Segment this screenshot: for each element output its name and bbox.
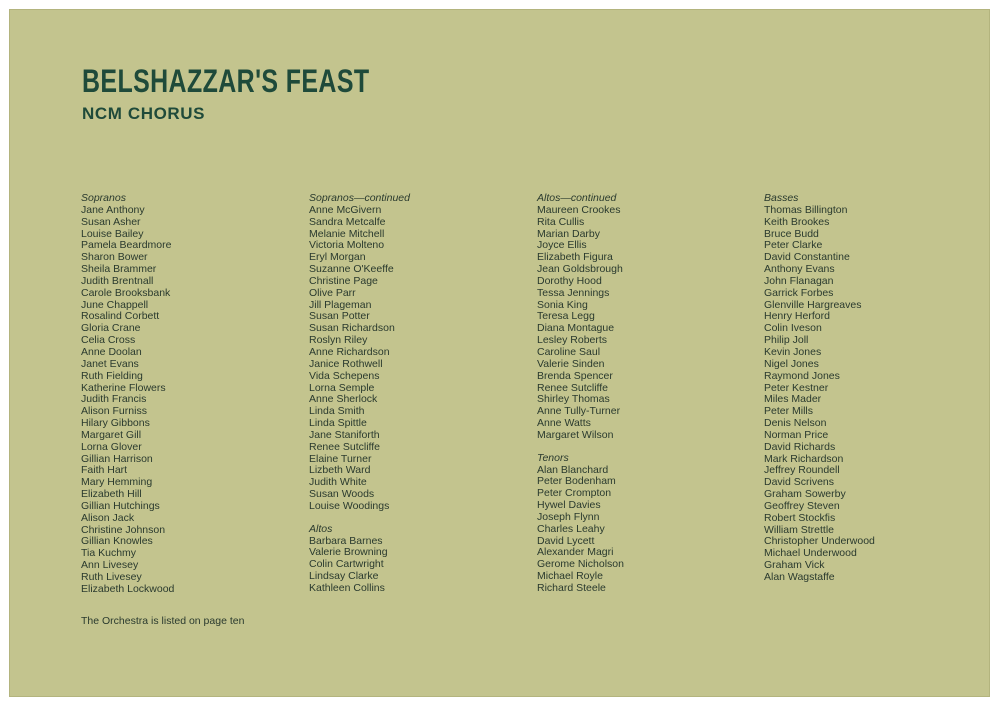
member-name: Henry Herford xyxy=(764,310,830,323)
member-name: Anne McGivern xyxy=(309,203,382,216)
member-name: Charles Leahy xyxy=(537,522,605,535)
member-name: Christopher Underwood xyxy=(764,535,875,548)
member-list xyxy=(309,205,410,513)
member-name: Christine Page xyxy=(309,274,378,287)
member-name: Teresa Legg xyxy=(537,310,595,323)
member-name: June Chappell xyxy=(81,298,149,311)
member-name: Joyce Ellis xyxy=(537,239,587,252)
member-name: Judith Brentnall xyxy=(81,274,154,287)
member-name: David Scrivens xyxy=(764,476,835,489)
member-name: Denis Nelson xyxy=(764,417,827,430)
member-name: Peter Mills xyxy=(764,405,814,418)
member-name: Alan Blanchard xyxy=(537,463,609,476)
member-name: Roslyn Riley xyxy=(309,334,368,347)
member-name: Bruce Budd xyxy=(764,227,819,240)
roster-column-1 xyxy=(81,193,174,596)
member-name: Susan Woods xyxy=(309,488,375,501)
member-name: Sandra Metcalfe xyxy=(309,215,386,228)
member-name: Norman Price xyxy=(764,428,829,441)
member-name: Gillian Harrison xyxy=(81,452,153,465)
member-name: Gerome Nicholson xyxy=(537,558,624,571)
member-name: Anthony Evans xyxy=(764,263,835,276)
member-name: Anne Tully-Turner xyxy=(537,405,621,418)
member-name: Mary Hemming xyxy=(81,476,153,489)
member-name: Philip Joll xyxy=(764,334,809,347)
member-name: Garrick Forbes xyxy=(764,286,834,299)
member-name: Gillian Hutchings xyxy=(81,499,160,512)
programme-page xyxy=(9,9,990,697)
member-name: David Constantine xyxy=(764,251,850,264)
page-subtitle: NCM CHORUS xyxy=(82,104,206,123)
member-name: Kevin Jones xyxy=(764,345,822,358)
member-name: Graham Sowerby xyxy=(764,488,846,501)
member-name: Graham Vick xyxy=(764,559,825,572)
member-name: Anne Sherlock xyxy=(309,393,378,406)
member-name: Valerie Browning xyxy=(309,546,388,559)
member-name: Alan Wagstaffe xyxy=(764,571,835,583)
member-name: Anne Doolan xyxy=(81,345,142,358)
member-name: Renee Sutcliffe xyxy=(309,440,381,453)
member-name: Caroline Saul xyxy=(537,345,601,358)
section-heading: Sopranos—continued xyxy=(309,192,410,204)
member-name: Diana Montague xyxy=(537,322,615,335)
member-name: David Lycett xyxy=(537,534,595,547)
section-heading: Altos xyxy=(309,522,333,535)
member-name: Celia Cross xyxy=(81,334,136,347)
member-name: Keith Brookes xyxy=(764,215,830,228)
member-name: Hywel Davies xyxy=(537,499,601,512)
member-name: Peter Crompton xyxy=(537,487,612,500)
member-name: Nigel Jones xyxy=(764,357,819,370)
member-name: Judith White xyxy=(309,476,367,489)
member-name: Ruth Livesey xyxy=(81,571,142,583)
member-name: Michael Underwood xyxy=(764,547,857,560)
member-name: Anne Richardson xyxy=(309,345,390,358)
member-name: Alexander Magri xyxy=(537,546,614,559)
member-name: Elizabeth Hill xyxy=(81,488,142,501)
member-name: Christine Johnson xyxy=(81,523,166,536)
member-name: Kathleen Collins xyxy=(309,582,385,594)
member-name: Lorna Semple xyxy=(309,381,375,394)
member-name: Margaret Wilson xyxy=(537,428,614,441)
member-name: Michael Royle xyxy=(537,570,603,583)
member-name: Jean Goldsbrough xyxy=(537,263,623,276)
member-name: Louise Bailey xyxy=(81,227,144,240)
member-name: Barbara Barnes xyxy=(309,534,383,547)
member-name: Suzanne O'Keeffe xyxy=(309,263,394,276)
member-name: Gillian Knowles xyxy=(81,535,153,548)
member-name: Alison Furniss xyxy=(81,405,147,418)
member-name: Elizabeth Figura xyxy=(537,251,613,264)
member-name: Janice Rothwell xyxy=(309,357,383,370)
member-name: Lizbeth Ward xyxy=(309,464,371,477)
member-name: Janet Evans xyxy=(81,357,139,370)
member-name: Susan Richardson xyxy=(309,322,395,335)
section-heading: Altos—continued xyxy=(537,192,617,204)
member-name: Colin Iveson xyxy=(764,322,822,335)
member-name: Katherine Flowers xyxy=(81,381,166,394)
member-name: Jeffrey Roundell xyxy=(764,464,840,477)
roster-column-3 xyxy=(537,193,624,595)
member-name: Marian Darby xyxy=(537,227,601,240)
member-name: Gloria Crane xyxy=(81,322,141,335)
member-name: Mark Richardson xyxy=(764,452,844,465)
member-name: Pamela Beardmore xyxy=(81,239,172,252)
member-name: Melanie Mitchell xyxy=(309,227,385,240)
member-name: Robert Stockfis xyxy=(764,511,836,524)
member-name: Colin Cartwright xyxy=(309,558,384,571)
page-title: BELSHAZZAR'S FEAST xyxy=(82,63,370,99)
member-name: Linda Smith xyxy=(309,405,365,418)
member-name: John Flanagan xyxy=(764,274,834,287)
member-name: Jane Staniforth xyxy=(309,428,380,441)
member-name: Miles Mader xyxy=(764,393,822,406)
member-name: Maureen Crookes xyxy=(537,203,621,216)
member-name: Valerie Sinden xyxy=(537,357,605,370)
member-name: Raymond Jones xyxy=(764,369,840,382)
member-name: Ruth Fielding xyxy=(81,369,143,382)
member-name: Susan Asher xyxy=(81,215,141,228)
roster-column-2 xyxy=(309,193,410,595)
member-name: Louise Woodings xyxy=(309,499,390,512)
member-name: Ann Livesey xyxy=(81,559,139,572)
member-name: Elizabeth Lockwood xyxy=(81,582,175,595)
section-heading: Tenors xyxy=(537,451,569,464)
member-name: Shirley Thomas xyxy=(537,393,610,406)
member-list xyxy=(81,205,174,596)
roster-column-4 xyxy=(764,193,875,584)
member-name: Renee Sutcliffe xyxy=(537,381,609,394)
member-name: Peter Kestner xyxy=(764,381,829,394)
member-name: David Richards xyxy=(764,440,836,453)
member-name: Carole Brooksbank xyxy=(81,286,171,299)
member-name: Linda Spittle xyxy=(309,417,367,430)
orchestra-note: The Orchestra is listed on page ten xyxy=(81,615,245,627)
member-name: Lindsay Clarke xyxy=(309,570,379,583)
member-name: Faith Hart xyxy=(81,464,128,477)
member-name: Alison Jack xyxy=(81,511,135,524)
member-list xyxy=(309,536,410,595)
member-name: Margaret Gill xyxy=(81,428,142,441)
member-name: Jane Anthony xyxy=(81,203,145,216)
member-name: Judith Francis xyxy=(81,393,147,406)
member-name: Anne Watts xyxy=(537,417,591,430)
member-name: Richard Steele xyxy=(537,582,606,594)
member-name: Glenville Hargreaves xyxy=(764,298,862,311)
member-name: Sharon Bower xyxy=(81,251,148,264)
member-name: Sonia King xyxy=(537,298,588,311)
member-name: Brenda Spencer xyxy=(537,369,613,382)
member-name: Hilary Gibbons xyxy=(81,417,150,430)
member-name: Thomas Billington xyxy=(764,203,848,216)
member-name: Jill Plageman xyxy=(309,298,372,311)
member-name: Geoffrey Steven xyxy=(764,499,840,512)
member-name: Dorothy Hood xyxy=(537,274,602,287)
member-name: Tia Kuchmy xyxy=(81,547,137,560)
member-name: Victoria Molteno xyxy=(309,239,385,252)
member-list xyxy=(537,205,624,442)
member-name: Susan Potter xyxy=(309,310,370,323)
member-name: Tessa Jennings xyxy=(537,286,610,299)
member-name: Lorna Glover xyxy=(81,440,142,453)
member-list xyxy=(764,205,875,584)
member-name: Peter Clarke xyxy=(764,239,823,252)
member-list xyxy=(537,465,624,595)
member-name: Joseph Flynn xyxy=(537,510,600,523)
member-name: Sheila Brammer xyxy=(81,263,157,276)
member-name: William Strettle xyxy=(764,523,835,536)
section-heading: Sopranos xyxy=(81,192,126,204)
member-name: Rita Cullis xyxy=(537,215,585,228)
member-name: Eryl Morgan xyxy=(309,251,366,264)
member-name: Peter Bodenham xyxy=(537,475,616,488)
member-name: Elaine Turner xyxy=(309,452,372,465)
member-name: Rosalind Corbett xyxy=(81,310,160,323)
member-name: Vida Schepens xyxy=(309,369,380,382)
member-name: Olive Parr xyxy=(309,286,356,299)
section-heading: Basses xyxy=(764,192,799,204)
member-name: Lesley Roberts xyxy=(537,334,608,347)
